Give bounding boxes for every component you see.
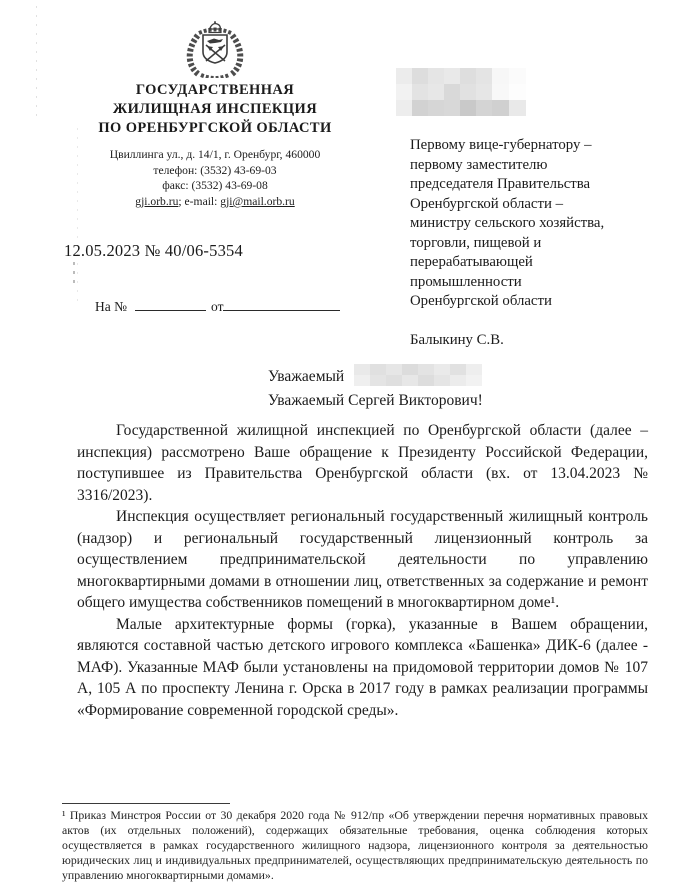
orenburg-oblast-coat-of-arms-icon [168,20,262,78]
footnote-text: ¹ Приказ Минстроя России от 30 декабря 2020 года № 912/пр «Об утверждении перечня нормативных правовых актов (их отдельных положений), содержащих обязательные требования, оценка соблюдения которых осуществляется в рамках государственного жилищного надзора, лицензионного контроля за деятельностью юридических лиц и индивидуальных предпринимателей, осуществляющих предпринимательскую деятельность по управлению многоквартирными домами». [62,808,648,883]
addressee-block [410,136,652,312]
salutation [268,364,483,412]
body-paragraph: Государственной жилищной инспекцией по Оренбургской области (далее – инспекция) рассмотрено Ваше обращение к Президенту Российской Федерации, поступившее из Правительства Оренбургской области (вх. от 13.04.2023 № 3316/2023). [77,422,648,504]
org-email: gji@mail.orb.ru [220,194,295,208]
redacted-text-block [396,68,526,116]
reply-number-label: На № [95,299,127,314]
scan-artifact [36,6,37,118]
org-name-line: ГОСУДАРСТВЕННАЯ [135,82,295,98]
web-email-separator: ; e-mail: [178,194,221,208]
outgoing-date-number: 12.05.2023 № 40/06-5354 [64,241,243,260]
salutation-line-redacted [268,364,483,389]
addressee-line: первому заместителю [410,156,548,173]
addressee-line: торговли, пищевой и [410,234,542,251]
addressee-line: Оренбургской области – [410,195,563,212]
body-paragraph: Инспекция осуществляет региональный государственный жилищный контроль (надзор) и региональный государственный лицензионный контроль за осуществлением предпринимательской деятельности по управлению многоквартирными домами в отношении лиц, ответственных за содержание и ремонт общего имущества собственников помещений в многоквартирном доме¹. [77,508,648,611]
footnote-divider [62,803,230,804]
reply-date-label: от [211,299,224,314]
addressee-line: председателя Правительства [410,176,591,192]
org-phone: телефон: (3532) 43-69-03 [153,163,277,177]
org-web-email [55,194,375,210]
letterhead [55,20,375,209]
addressee-line: министру сельского хозяйства, [410,215,605,231]
reply-number-blank [135,297,206,311]
org-name-line: ПО ОРЕНБУРГСКОЙ ОБЛАСТИ [98,120,332,136]
body-paragraph: Малые архитектурные формы (горка), указанные в Вашем обращении, являются составной частью детского игрового комплекса «Башенка» ДИК-6 (далее - МАФ). Указанные МАФ были установлены на придомовой территории домов № 107 А, 105 А по проспекту Ленина г. Орска в 2017 году в рамках реализации программы «Формирование современной городской среды». [77,615,648,719]
org-fax: факс: (3532) 43-69-08 [162,179,268,193]
letterhead-contacts [55,147,375,209]
org-address: Цвиллинга ул., д. 14/1, г. Оренбург, 460000 [109,148,321,161]
org-name-line: ЖИЛИЩНАЯ ИНСПЕКЦИЯ [112,101,318,117]
org-website: gji.orb.ru [135,194,179,208]
letter-body [77,420,648,721]
scan-artifact [73,262,75,286]
redacted-name-block [354,364,482,386]
salutation-prefix: Уважаемый [268,368,345,385]
salutation-line: Уважаемый Сергей Викторович! [268,391,483,409]
addressee-line: Первому вице-губернатору – [410,137,592,153]
reply-reference-line [95,297,340,315]
reply-date-blank [223,297,340,311]
addressee-name: Балыкину С.В. [410,332,504,348]
addressee-line: перерабатывающей [410,254,533,270]
addressee-line: Оренбургской области [410,293,552,309]
addressee-line: промышленности [410,273,522,290]
